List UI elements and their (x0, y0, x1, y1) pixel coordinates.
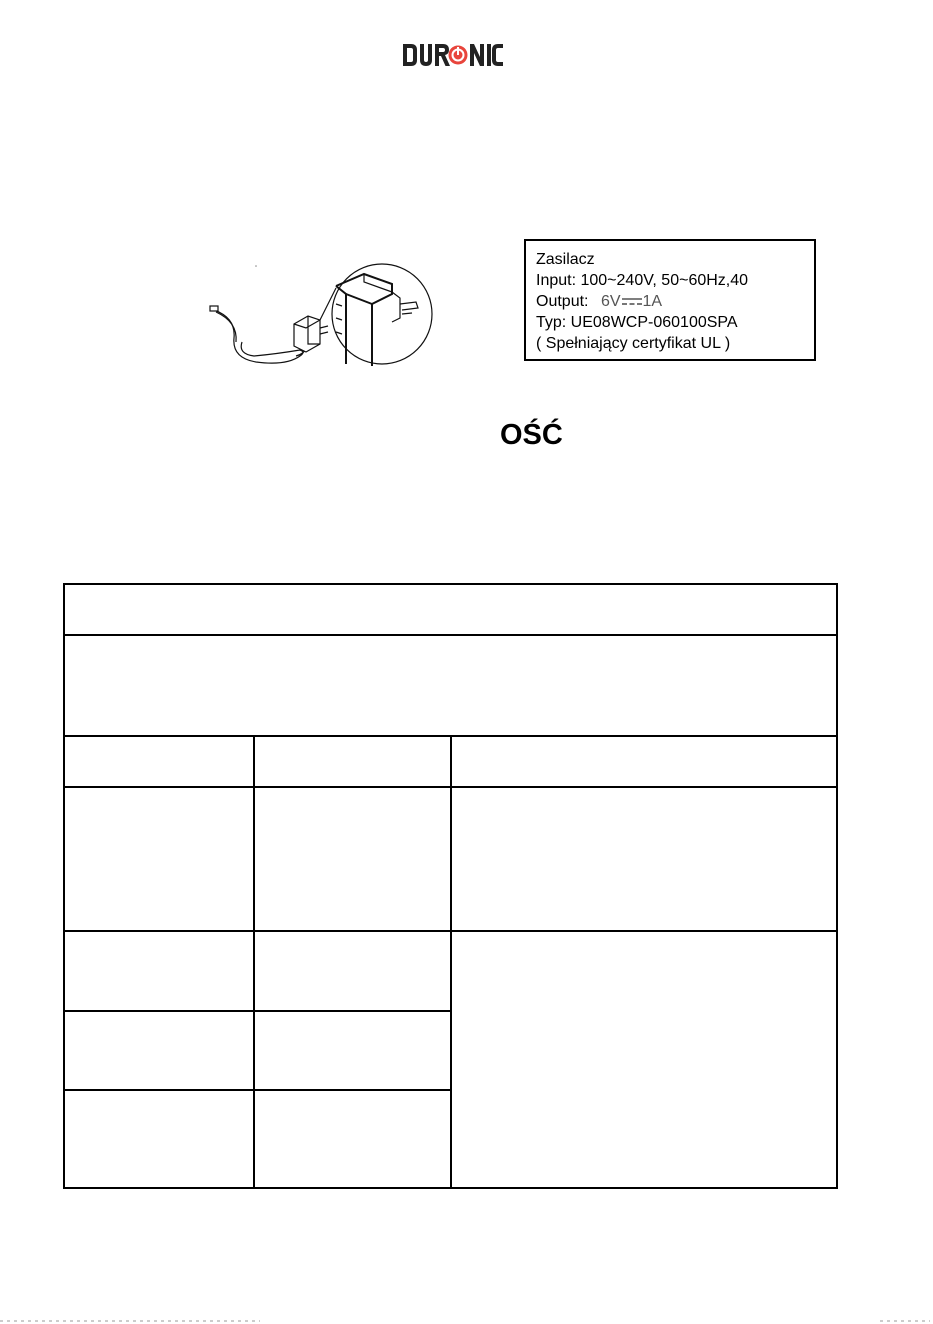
footer-scan-artifact (0, 1318, 933, 1324)
spec-table (63, 583, 838, 1189)
label-type: Typ: UE08WCP-060100SPA (536, 314, 738, 331)
power-supply-label (524, 239, 816, 361)
label-output-current: 1A (642, 293, 663, 310)
label-output-prefix: Output: (536, 293, 589, 310)
dc-current-icon (621, 297, 643, 307)
label-output-spec (536, 291, 804, 312)
label-input-spec: Input: 100~240V, 50~60Hz,40 (536, 272, 749, 289)
duronic-logo (400, 38, 504, 72)
label-certification: ( Spełniający certyfikat UL ) (536, 335, 731, 352)
label-output-voltage: 6V (600, 293, 621, 310)
label-title: Zasilacz (536, 251, 595, 268)
section-heading: OŚĆ (500, 419, 563, 451)
power-adapter-illustration (196, 258, 436, 372)
